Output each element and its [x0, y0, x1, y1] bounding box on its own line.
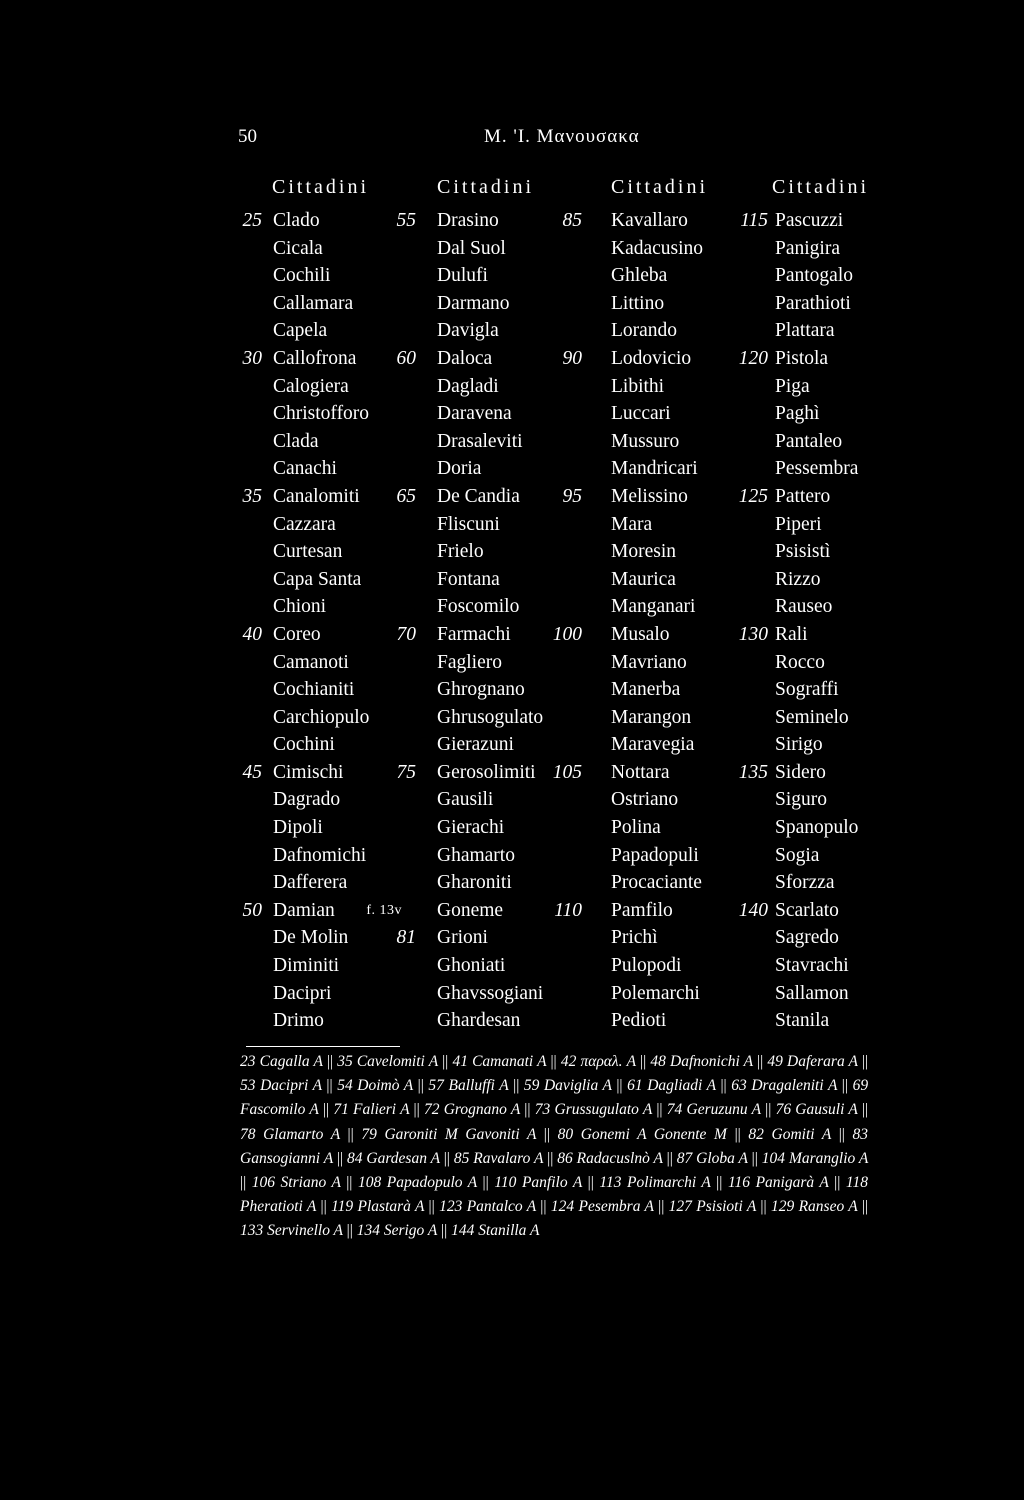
footnote-entry: 57 Balluffi A [428, 1077, 509, 1095]
column-heading-4: Cittadini [772, 176, 869, 198]
citizen-name: Christofforo [273, 403, 370, 425]
citizen-name: Fagliero [437, 651, 502, 673]
citizen-name: Drasino [437, 210, 499, 231]
footnote-entry: 73 Grussugulato A [534, 1101, 653, 1119]
line-number: 55 [396, 210, 416, 231]
footnote-separator: || [240, 1174, 247, 1192]
citizen-name: Cochini [273, 734, 335, 756]
footnote-entry: 48 Dafnonichi A [650, 1053, 753, 1070]
footnote-entry: 104 Maranglio A [761, 1149, 869, 1167]
footnote-separator: || [428, 1198, 435, 1216]
footnote-separator: || [841, 1077, 848, 1095]
citizen-name: Papadopuli [611, 844, 699, 866]
footnote-separator: || [322, 1101, 330, 1119]
citizen-name: Marangon [611, 706, 692, 728]
footnote-separator: || [440, 1222, 448, 1240]
table-row [0, 235, 1024, 263]
footnote-separator: || [482, 1174, 489, 1192]
footnote-entry: 134 Serigo A [356, 1222, 438, 1240]
citizen-name: Gierazuni [437, 734, 514, 756]
citizen-name: Siguro [775, 789, 828, 811]
citizen-name: Ostriano [611, 789, 679, 811]
footnote-entry: 53 Dacipri A [240, 1077, 322, 1095]
table-row [0, 759, 1024, 787]
citizen-name: Clada [273, 430, 319, 452]
line-number: 120 [738, 347, 768, 369]
citizen-name: Pattero [775, 485, 831, 507]
citizen-name: Panigira [775, 237, 840, 259]
line-number: 45 [242, 761, 262, 783]
citizen-name: Piperi [775, 513, 822, 535]
citizen-name: Mandricari [611, 458, 698, 480]
citizen-name: Foscomilo [437, 596, 520, 618]
citizen-name: Chioni [273, 596, 327, 618]
footnote-entry: 82 Gomiti A [748, 1125, 832, 1143]
footnote-separator: || [443, 1149, 450, 1167]
table-row [0, 455, 1024, 483]
footnote-separator: || [666, 1149, 673, 1167]
citizen-name: Rocco [775, 651, 825, 673]
citizen-name: Sograffi [775, 679, 839, 701]
citizen-name: Sforzza [775, 872, 835, 894]
table-row [0, 373, 1024, 401]
citizen-name: Dafferera [273, 872, 348, 894]
footnote-entry: 113 Polimarchi A [599, 1174, 711, 1192]
citizen-name: Gerosolimiti [437, 761, 536, 783]
table-row [0, 676, 1024, 704]
footnote-separator: || [543, 1125, 550, 1143]
table-row [0, 897, 1024, 925]
citizen-name: Daravena [437, 403, 512, 425]
citizen-name: Gierachi [437, 817, 505, 839]
citizen-name: Pulopodi [611, 955, 682, 977]
citizen-name: Dacipri [273, 982, 332, 1004]
footnote-entry: 127 Psisioti A [668, 1198, 757, 1216]
footnote-separator: || [720, 1077, 727, 1095]
citizen-name: Polina [611, 817, 661, 839]
footnote-entry: 59 Daviglia A [523, 1077, 612, 1095]
citizen-name: Ghardesan [437, 1010, 521, 1032]
table-row [0, 566, 1024, 594]
footnote-entry: 116 Panigarà A [727, 1174, 829, 1192]
table-row [0, 345, 1024, 373]
table-row [0, 317, 1024, 345]
citizen-name: Ghavssogiani [437, 982, 544, 1004]
citizen-name: Daloca [437, 347, 493, 369]
footnote-separator: || [834, 1174, 841, 1192]
table-row [0, 649, 1024, 677]
citizen-name: Pantogalo [775, 265, 853, 287]
citizen-name: Ghleba [611, 265, 668, 287]
footnote-entry: 79 Garoniti M Gavoniti A [361, 1125, 537, 1143]
table-row [0, 704, 1024, 732]
line-number: 110 [554, 899, 582, 921]
citizen-name: Cochili [273, 265, 331, 287]
citizen-name: Capa Santa [273, 568, 362, 590]
citizen-name: Moresin [611, 541, 676, 563]
citizen-name: Sogia [775, 844, 820, 866]
table-row [0, 400, 1024, 428]
citizen-name: Paghì [775, 403, 820, 425]
citizen-name: Sirigo [775, 734, 823, 756]
footnote-separator: || [587, 1174, 594, 1192]
footnote-separator: || [326, 1053, 334, 1070]
table-row [0, 814, 1024, 842]
citizen-name: Capela [273, 320, 328, 342]
table-row [0, 538, 1024, 566]
footnote-separator: || [716, 1174, 723, 1192]
footnote-entry: 123 Pantalco A [439, 1198, 536, 1216]
line-number: 105 [552, 761, 582, 783]
line-number: 85 [562, 210, 582, 231]
citizen-name: Polemarchi [611, 982, 700, 1004]
citizen-name: Pascuzzi [775, 210, 844, 231]
footnote-separator: || [513, 1077, 520, 1095]
citizen-name: Parathioti [775, 292, 851, 314]
citizen-name: Davigla [437, 320, 499, 342]
line-number: 140 [738, 899, 768, 921]
footnote-separator: || [347, 1125, 354, 1143]
citizen-name: Ghamarto [437, 844, 515, 866]
citizen-name: Spanopulo [775, 817, 859, 839]
line-number: 95 [562, 485, 582, 507]
citizen-name: Fliscuni [437, 513, 500, 535]
footnote-entry: 74 Geruzunu A [666, 1101, 761, 1119]
footnote-separator: || [756, 1053, 764, 1070]
footnote-separator: || [346, 1174, 353, 1192]
footnote-separator: || [760, 1198, 767, 1216]
column-heading-3: Cittadini [611, 176, 708, 198]
table-row [0, 621, 1024, 649]
citizen-name: Dafnomichi [273, 844, 367, 866]
line-number: 75 [396, 761, 416, 783]
citizen-name: Lorando [611, 320, 678, 342]
table-row [0, 980, 1024, 1008]
citizen-name: Cicala [273, 237, 323, 259]
citizen-name: Manerba [611, 679, 681, 701]
citizen-name: Pantaleo [775, 430, 843, 452]
citizen-name: Maurica [611, 568, 676, 590]
line-number: 115 [740, 210, 768, 231]
citizen-name: Camanoti [273, 651, 349, 673]
column-heading-1: Cittadini [272, 176, 369, 198]
citizen-name: Mussuro [611, 430, 680, 452]
citizen-name: Sagredo [775, 927, 839, 949]
footnote-separator: || [765, 1101, 772, 1119]
footnote-entry: 76 Gausuli A [775, 1101, 858, 1119]
footnote-entry: 106 Striano A [251, 1174, 341, 1192]
footnote-entry: 63 Dragaleniti A [731, 1077, 838, 1095]
citizen-name: Canalomiti [273, 485, 360, 507]
footnote-entry: 133 Servinello A [240, 1222, 343, 1240]
table-row [0, 593, 1024, 621]
citizen-name: Manganari [611, 596, 696, 618]
citizen-name: Dagladi [437, 375, 499, 397]
citizen-name: Drasaleviti [437, 430, 523, 452]
footnote-entry: 124 Pesembra A [550, 1198, 654, 1216]
footnote-separator: || [320, 1198, 327, 1216]
footnote-entry: 83 Gansogianni A [240, 1125, 869, 1167]
citizen-name: Pamfilo [611, 899, 673, 921]
citizen-name: Nottara [611, 761, 670, 783]
line-number: 30 [242, 347, 262, 369]
footnote-separator: || [861, 1101, 869, 1119]
citizen-name: Calogiera [273, 375, 349, 397]
footnote-separator: || [640, 1053, 647, 1070]
footnotes [240, 1050, 868, 1244]
table-row [0, 786, 1024, 814]
footnote-separator: || [442, 1053, 449, 1070]
line-number: 125 [738, 485, 768, 507]
line-number: 35 [242, 485, 262, 507]
citizen-name: Carchiopulo [273, 706, 370, 728]
citizen-name: Coreo [273, 623, 321, 645]
table-row [0, 924, 1024, 952]
footnote-separator: || [616, 1077, 623, 1095]
citizen-name: Pessembra [775, 458, 859, 480]
citizen-name: Stavrachi [775, 955, 849, 977]
table-row [0, 869, 1024, 897]
citizen-name: Frielo [437, 541, 484, 563]
footnote-entry: 108 Papadopulo A [357, 1174, 477, 1192]
footnote-separator: || [861, 1053, 869, 1070]
footnote-entry: 35 Cavelomiti A [337, 1053, 438, 1070]
citizen-name: Canachi [273, 458, 337, 480]
footnote-entry: 49 Daferara A [767, 1053, 858, 1070]
table-row [0, 262, 1024, 290]
citizen-name: Stanila [775, 1010, 830, 1032]
citizen-name: Littino [611, 292, 665, 314]
column-heading-2: Cittadini [437, 176, 534, 198]
citizen-name: Ghrusogulato [437, 706, 544, 728]
citizen-name: De Candia [437, 485, 520, 507]
footnote-entry: 72 Grognano A [423, 1101, 521, 1119]
footnote-separator: || [417, 1077, 424, 1095]
footnote-separator: || [346, 1222, 353, 1240]
citizen-name: Musalo [611, 623, 670, 645]
citizen-name: Seminelo [775, 706, 849, 728]
footnote-separator: || [326, 1077, 333, 1095]
citizen-name: Gharoniti [437, 872, 512, 894]
citizen-name: Callofrona [273, 347, 357, 369]
footnote-entry: 61 Dagliadi A [627, 1077, 716, 1095]
footnote-entry: 129 Ranseo A [770, 1198, 858, 1216]
citizen-name: Scarlato [775, 899, 839, 921]
footnote-separator: || [540, 1198, 547, 1216]
line-number: 25 [242, 210, 262, 231]
line-number: 135 [738, 761, 768, 783]
table-row [0, 290, 1024, 318]
footnote-entry: 85 Ravalaro A [453, 1149, 544, 1167]
citizen-name: Piga [775, 375, 810, 397]
citizen-name: Dagrado [273, 789, 341, 811]
citizen-name: Doria [437, 458, 482, 480]
citizen-name: Pedioti [611, 1010, 667, 1032]
folio-marker: f. 13v [366, 902, 402, 918]
table-row [0, 428, 1024, 456]
citizen-name: Fontana [437, 568, 500, 590]
table-row [0, 842, 1024, 870]
citizen-name: Mara [611, 513, 653, 535]
footnote-separator: || [734, 1125, 741, 1143]
footnote-separator: || [336, 1149, 344, 1167]
footnote-separator: || [656, 1101, 663, 1119]
footnote-separator: || [838, 1125, 845, 1143]
footnote-entry: 23 Cagalla A [240, 1053, 323, 1070]
citizen-name: Dal Suol [437, 237, 506, 259]
citizen-name: Diminiti [273, 955, 340, 977]
footnote-entry: 144 Stanilla A [451, 1222, 540, 1240]
table-row [0, 511, 1024, 539]
footnote-separator: || [413, 1101, 420, 1119]
names-table [0, 207, 1024, 1035]
line-number: 40 [242, 623, 262, 645]
citizen-name: Callamara [273, 292, 354, 314]
footnote-entry: 110 Panfilo A [494, 1174, 583, 1192]
footnote-entry: 86 Radacuslnò A [557, 1149, 663, 1167]
footnote-entry: 69 Fascomilo A [240, 1077, 869, 1119]
citizen-name: Farmachi [437, 623, 511, 645]
table-row [0, 952, 1024, 980]
line-number: 65 [396, 485, 416, 507]
citizen-name: Rali [775, 623, 808, 645]
table-row [0, 207, 1024, 235]
citizen-name: Gausili [437, 789, 494, 811]
footnote-entry: 119 Plastarà A [331, 1198, 425, 1216]
citizen-name: Damian [273, 899, 335, 921]
footnote-entry: 80 Gonemi A Gonente M [557, 1125, 727, 1143]
citizen-name: Procaciante [611, 872, 702, 894]
running-head: M. 'I. Μανουσακα [484, 126, 640, 147]
citizen-name: Pistola [775, 347, 829, 369]
line-number: 90 [562, 347, 582, 369]
citizen-name: Sidero [775, 761, 826, 783]
citizen-name: Ghoniati [437, 955, 506, 977]
citizen-name: Goneme [437, 899, 504, 921]
citizen-name: Curtesan [273, 541, 343, 563]
footnote-separator: || [550, 1053, 557, 1070]
footnote-rule [246, 1046, 400, 1047]
page-number: 50 [238, 126, 257, 147]
line-number: 81 [396, 927, 416, 949]
citizen-name: Darmano [437, 292, 510, 314]
citizen-name: Maravegia [611, 734, 695, 756]
citizen-name: Ghrognano [437, 679, 525, 701]
footnote-entry: 41 Camanati A [452, 1053, 547, 1070]
footnote-entry: 54 Doimò A [337, 1077, 413, 1095]
footnote-entry: 118 Pheratioti A [240, 1174, 869, 1216]
citizen-name: Clado [273, 210, 320, 231]
table-row [0, 731, 1024, 759]
citizen-name: Luccari [611, 403, 671, 425]
citizen-name: De Molin [273, 927, 349, 949]
citizen-name: Cazzara [273, 513, 336, 535]
citizen-name: Cimischi [273, 761, 344, 783]
citizen-name: Dipoli [273, 817, 323, 839]
footnote-separator: || [861, 1198, 869, 1216]
citizen-name: Kavallaro [611, 210, 688, 231]
table-row [0, 1007, 1024, 1035]
citizen-name: Mavriano [611, 651, 687, 673]
footnote-separator: || [547, 1149, 554, 1167]
citizen-name: Grioni [437, 927, 488, 949]
line-number: 60 [396, 347, 416, 369]
citizen-name: Plattara [775, 320, 835, 342]
citizen-name: Kadacusino [611, 237, 704, 259]
citizen-name: Rauseo [775, 596, 833, 618]
footnote-separator: || [658, 1198, 665, 1216]
citizen-name: Rizzo [775, 568, 821, 590]
footnote-separator: || [524, 1101, 531, 1119]
footnote-entry: 84 Gardesan A [346, 1149, 440, 1167]
footnote-entry: 71 Falieri A [333, 1101, 410, 1119]
line-number: 70 [396, 623, 416, 645]
line-number: 100 [552, 623, 582, 645]
citizen-name: Prichì [611, 927, 658, 949]
citizen-name: Dulufi [437, 265, 488, 287]
footnote-entry: 87 Globa A [676, 1149, 748, 1167]
citizen-name: Sallamon [775, 982, 849, 1004]
footnote-entry: 78 Glamarto A [240, 1125, 340, 1143]
citizen-name: Libithi [611, 375, 665, 397]
citizen-name: Melissino [611, 485, 688, 507]
page-header [0, 126, 1024, 156]
citizen-name: Lodovicio [611, 347, 692, 369]
table-row [0, 483, 1024, 511]
line-number: 130 [738, 623, 768, 645]
citizen-name: Psisistì [775, 541, 831, 563]
citizen-name: Cochianiti [273, 679, 355, 701]
footnote-separator: || [751, 1149, 758, 1167]
footnote-entry: 42 παραλ. A [560, 1053, 636, 1070]
line-number: 50 [242, 899, 262, 921]
citizen-name: Drimo [273, 1010, 324, 1032]
